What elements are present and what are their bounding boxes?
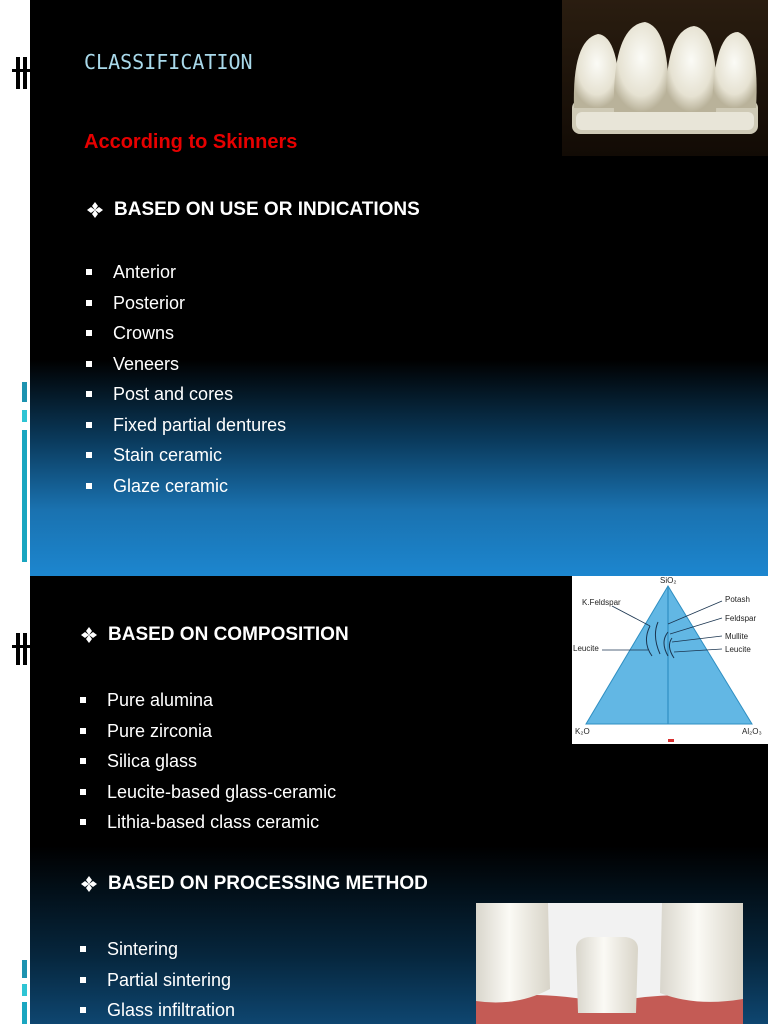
list-item: Stain ceramic [86, 440, 286, 471]
section-heading-text: BASED ON USE OR INDICATIONS [114, 199, 420, 220]
square-bullet-icon [86, 422, 92, 428]
diagram-label-kfeldspar: K.Feldspar [582, 598, 621, 607]
diagram-label-al2o3: Al₂O₃ [742, 727, 762, 736]
list-item: Silica glass [80, 746, 336, 777]
diagram-label-potash: Potash [725, 595, 750, 604]
square-bullet-icon [80, 1007, 86, 1013]
list-item: Post and cores [86, 379, 286, 410]
list-item: Veneers [86, 349, 286, 380]
left-sidebar-bar [0, 0, 30, 576]
diagram-label-leucite-right: Leucite [725, 645, 751, 654]
page-title: CLASSIFICATION [84, 50, 253, 74]
square-bullet-icon [80, 728, 86, 734]
square-bullet-icon [86, 330, 92, 336]
list-item: Fixed partial dentures [86, 410, 286, 441]
section-heading-use [86, 199, 420, 221]
left-sidebar-bar [0, 576, 30, 1024]
sidebar-accent [0, 960, 30, 1024]
diagram-label-sio2: SiO₂ [660, 576, 677, 585]
square-bullet-icon [86, 391, 92, 397]
processing-list [80, 934, 235, 1024]
list-item: Glaze ceramic [86, 471, 286, 502]
sidebar-accent [0, 382, 30, 562]
crown-bridge-photo [562, 0, 768, 156]
diamond-bullet-icon [80, 875, 98, 893]
section-heading-text: BASED ON COMPOSITION [108, 624, 349, 645]
list-item: Pure zirconia [80, 716, 336, 747]
slide-2 [0, 576, 768, 1024]
list-item: Partial sintering [80, 965, 235, 996]
list-item: Anterior [86, 257, 286, 288]
subtitle: According to Skinners [84, 131, 298, 153]
use-list [86, 257, 286, 501]
list-item: Glass infiltration [80, 995, 235, 1024]
square-bullet-icon [80, 697, 86, 703]
composition-list [80, 685, 336, 838]
square-bullet-icon [80, 789, 86, 795]
square-bullet-icon [80, 977, 86, 983]
square-bullet-icon [80, 758, 86, 764]
diagram-label-leucite-left: Leucite [573, 644, 599, 653]
square-bullet-icon [86, 452, 92, 458]
section-heading-processing [80, 873, 428, 895]
square-bullet-icon [80, 819, 86, 825]
diagram-label-k2o: K₂O [575, 727, 590, 736]
phase-diagram [572, 576, 768, 744]
sidebar-marker [0, 57, 30, 89]
list-item: Leucite-based glass-ceramic [80, 777, 336, 808]
square-bullet-icon [86, 483, 92, 489]
sidebar-marker [0, 633, 30, 665]
square-bullet-icon [86, 269, 92, 275]
list-item: Pure alumina [80, 685, 336, 716]
list-item: Posterior [86, 288, 286, 319]
list-item: Sintering [80, 934, 235, 965]
square-bullet-icon [86, 300, 92, 306]
list-item: Lithia-based class ceramic [80, 807, 336, 838]
teeth-photo [476, 903, 743, 1024]
diagram-label-mullite: Mullite [725, 632, 749, 641]
section-heading-composition [80, 624, 349, 646]
list-item: Crowns [86, 318, 286, 349]
square-bullet-icon [86, 361, 92, 367]
square-bullet-icon [80, 946, 86, 952]
diamond-bullet-icon [80, 626, 98, 644]
section-heading-text: BASED ON PROCESSING METHOD [108, 873, 428, 894]
diagram-label-feldspar: Feldspar [725, 614, 757, 623]
diamond-bullet-icon [86, 201, 104, 219]
